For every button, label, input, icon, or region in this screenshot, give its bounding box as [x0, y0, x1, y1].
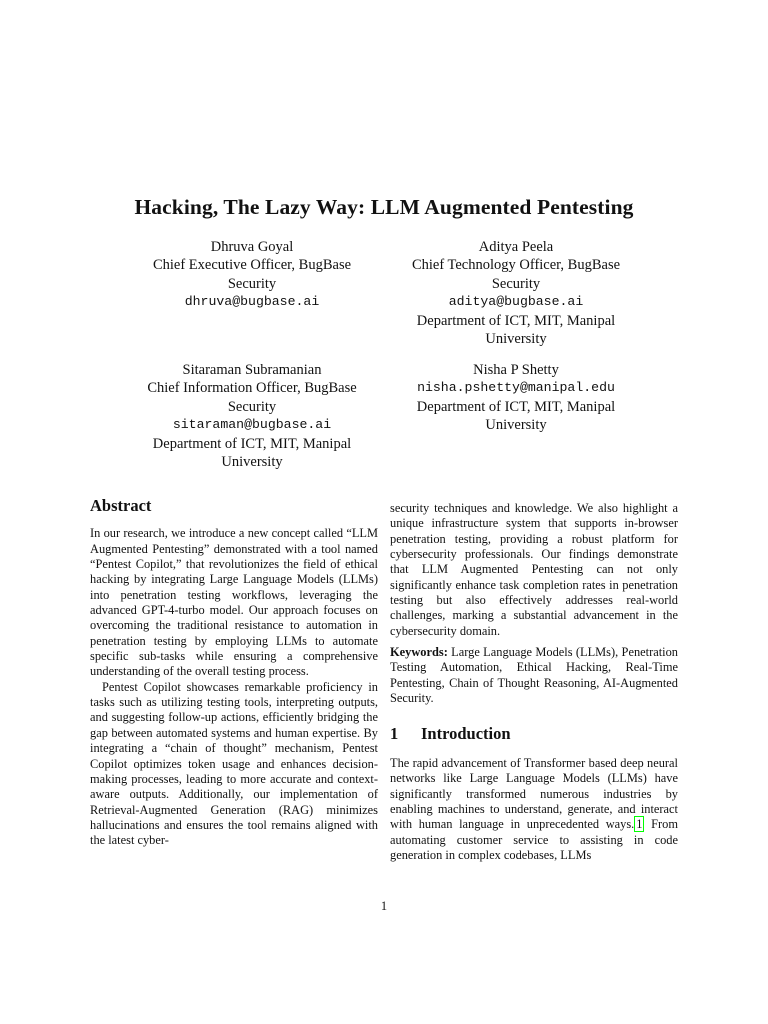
author-affiliation: Department of ICT, MIT, Manipal — [416, 312, 616, 329]
intro-text: The rapid advancement of Transformer based deep neural networks like Large Language Models (LLMs) have significantly transformed numerous industries by enabling machines to understand, generate, and interact with human language in unprecedented ways. — [390, 755, 678, 832]
paper-title: Hacking, The Lazy Way: LLM Augmented Pentesting — [134, 195, 634, 219]
author-role: Security — [491, 275, 541, 292]
abstract-paragraph: Pentest Copilot showcases remarkable proficiency in tasks such as utilizing testing tools, interpreting outputs, and suggesting follow-up actions, efficiently bridging the gap between automated systems and human expertise. By integrating a “chain of thought” mechanism, Pentest Copilot optimizes token usage and enhances decision-making processes, leading to more accurate and context-aware outputs. Additionally, our implementation of Retrieval-Augmented Generation (RAG) minimizes hallucinations and ensures the tool remains aligned with the latest cyber- — [90, 679, 378, 848]
author-affiliation: Department of ICT, MIT, Manipal — [416, 398, 616, 415]
author-role: Chief Executive Officer, BugBase — [152, 257, 352, 274]
author-name: Nisha P Shetty — [473, 362, 559, 378]
author-block — [394, 361, 638, 435]
author-role: Chief Technology Officer, BugBase — [411, 257, 621, 274]
section-number: 1 — [390, 724, 399, 744]
author-block — [394, 238, 638, 348]
author-name: Aditya Peela — [478, 239, 554, 255]
author-name: Sitaraman Subramanian — [182, 362, 322, 378]
citation-link[interactable]: 1 — [636, 817, 643, 832]
author-affiliation: Department of ICT, MIT, Manipal — [152, 435, 352, 452]
author-email[interactable]: aditya@bugbase.ai — [448, 294, 584, 310]
left-column — [90, 498, 378, 849]
keywords-text: Large Language Models (LLMs), Penetration Testing Automation, Ethical Hacking, Real-Time Pentesting, Chain of Thought Reasoning, AI-Augmented Security. — [390, 645, 678, 706]
abstract-paragraph: In our research, we introduce a new concept called “LLM Augmented Pentesting” demonstrated with a tool named “Pentest Copilot,” that revolutionizes the field of ethical hacking by integrating Large Language Models (LLMs) into penetration testing workflows, leveraging the advanced GPT-4-turbo model. Our approach focuses on overcoming the traditional resistance to automation in penetration testing by employing LLMs to automate specific sub-tasks while ensuring a comprehensive understanding of the overall testing process. — [90, 526, 378, 679]
abstract-heading: Abstract — [90, 496, 152, 515]
author-role: Security — [227, 275, 277, 292]
author-affiliation: University — [485, 417, 547, 434]
author-role: Chief Information Officer, BugBase — [147, 380, 357, 397]
right-column — [390, 501, 678, 863]
introduction-paragraph — [390, 756, 678, 863]
author-email[interactable]: sitaraman@bugbase.ai — [172, 417, 332, 433]
author-block — [130, 238, 374, 312]
section-heading — [390, 724, 678, 744]
abstract-paragraph-continued: security techniques and knowledge. We also highlight a unique infrastructure system that supports in-browser penetration testing, providing a robust platform for cybersecurity professionals. Our findings demonstrate that LLM Augmented Pentesting can not only significantly enhance task completion rates in penetration testing but also effectively addresses real-world challenges, marking a substantial advancement in the cybersecurity domain. — [390, 501, 678, 638]
page-number: 1 — [380, 899, 388, 913]
section-title: Introduction — [421, 724, 511, 744]
author-email[interactable]: dhruva@bugbase.ai — [184, 294, 320, 310]
author-role: Security — [227, 398, 277, 415]
author-name: Dhruva Goyal — [210, 239, 294, 255]
author-affiliation: University — [485, 331, 547, 348]
author-block — [130, 361, 374, 471]
author-affiliation: University — [221, 454, 283, 471]
keywords — [390, 645, 678, 706]
keywords-label: Keywords: — [390, 645, 448, 660]
author-email[interactable]: nisha.pshetty@manipal.edu — [417, 380, 615, 396]
intro-text: From automating customer service to assisting in code generation in complex codebases, LLMs — [390, 817, 678, 862]
